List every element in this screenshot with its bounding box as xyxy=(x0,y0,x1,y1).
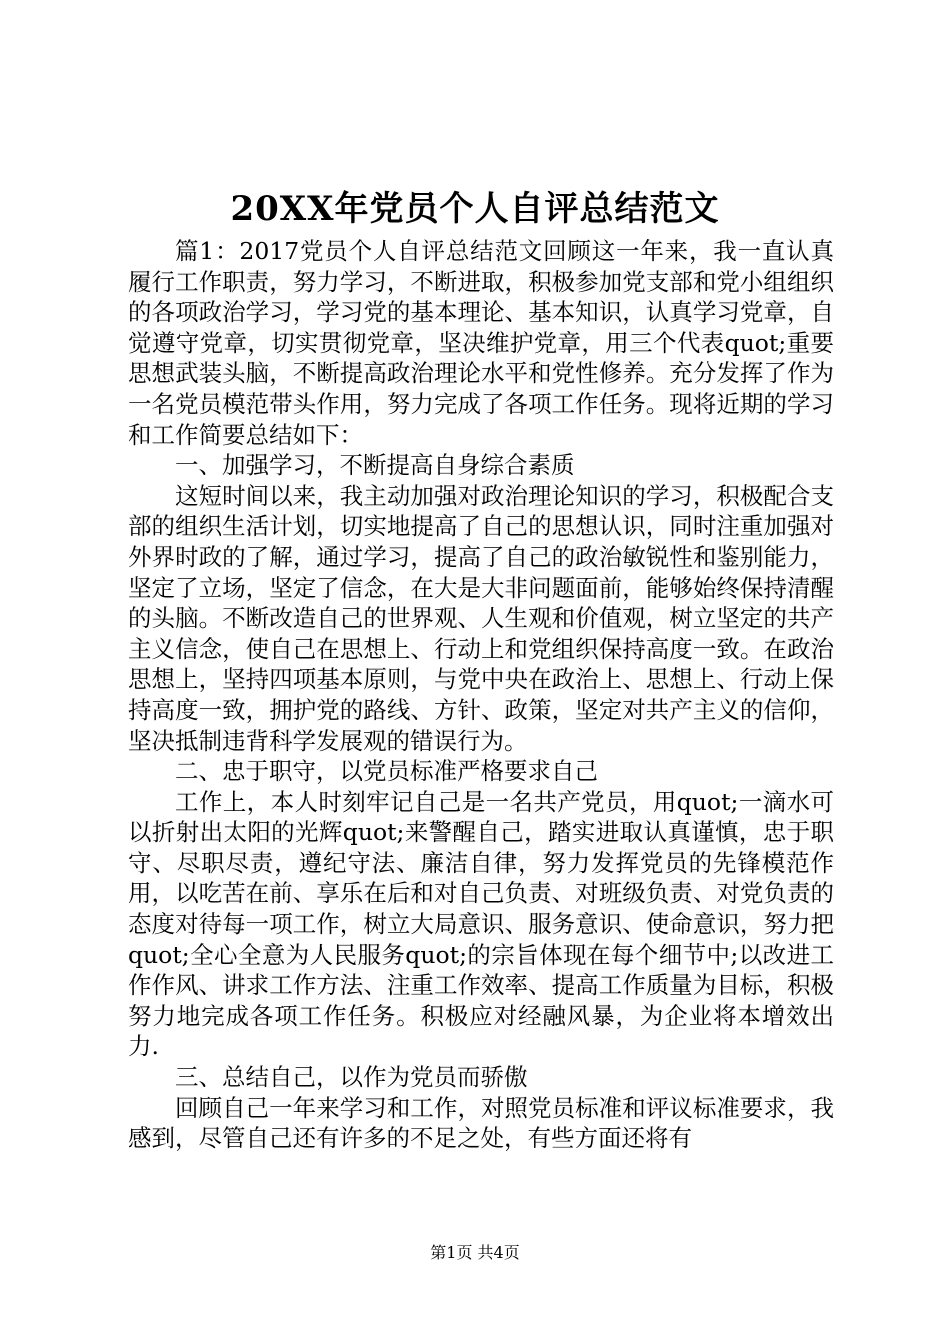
paragraph-section-2: 工作上，本人时刻牢记自己是一名共产党员，用quot;一滴水可以折射出太阳的光辉quot;来警醒自己，踏实进取认真谨慎，忠于职守、尽职尽责，遵纪守法、廉洁自律，努力发挥党员的先锋模范作用，以吃苦在前、享乐在后和对自己负责、对班级负责、对党负责的态度对待每一项工作，树立大局意识、服务意识、使命意识，努力把quot;全心全意为人民服务quot;的宗旨体现在每个细节中;以改进工作作风、讲求工作方法、注重工作效率、提高工作质量为目标，积极努力地完成各项工作任务。积极应对经融风暴，为企业将本增效出力. xyxy=(128,787,834,1061)
heading-section-3: 三、总结自己，以作为党员而骄傲 xyxy=(175,1063,528,1092)
paragraph-intro: 篇1：2017党员个人自评总结范文回顾这一年来，我一直认真履行工作职责，努力学习，不断进取，积极参加党支部和党小组组织的各项政治学习，学习党的基本理论、基本知识，认真学习党章，自觉遵守党章，切实贯彻党章，坚决维护党章，用三个代表quot;重要思想武装头脑，不断提高政治理论水平和党性修养。充分发挥了作为一名党员模范带头作用，努力完成了各项工作任务。现将近期的学习和工作简要总结如下： xyxy=(128,237,834,449)
paragraph-section-1: 这短时间以来，我主动加强对政治理论知识的学习，积极配合支部的组织生活计划，切实地提高了自己的思想认识，同时注重加强对外界时政的了解，通过学习，提高了自己的政治敏锐性和鉴别能力，坚定了立场，坚定了信念，在大是大非问题面前，能够始终保持清醒的头脑。不断改造自己的世界观、人生观和价值观，树立坚定的共产主义信念，使自己在思想上、行动上和党组织保持高度一致。在政治思想上，坚持四项基本原则，与党中央在政治上、思想上、行动上保持高度一致，拥护党的路线、方针、政策，坚定对共产主义的信仰，坚决抵制违背科学发展观的错误行为。 xyxy=(128,481,834,755)
document-body xyxy=(128,236,834,1154)
document-title: 20XX年党员个人自评总结范文 xyxy=(230,189,720,229)
paragraph-section-3: 回顾自己一年来学习和工作，对照党员标准和评议标准要求，我感到，尽管自己还有许多的不足之处，有些方面还将有 xyxy=(128,1093,834,1153)
page-footer: 第1页 共4页 xyxy=(430,1243,520,1262)
heading-section-1: 一、加强学习，不断提高自身综合素质 xyxy=(175,451,575,480)
heading-section-2: 二、忠于职守，以党员标准严格要求自己 xyxy=(175,757,598,786)
